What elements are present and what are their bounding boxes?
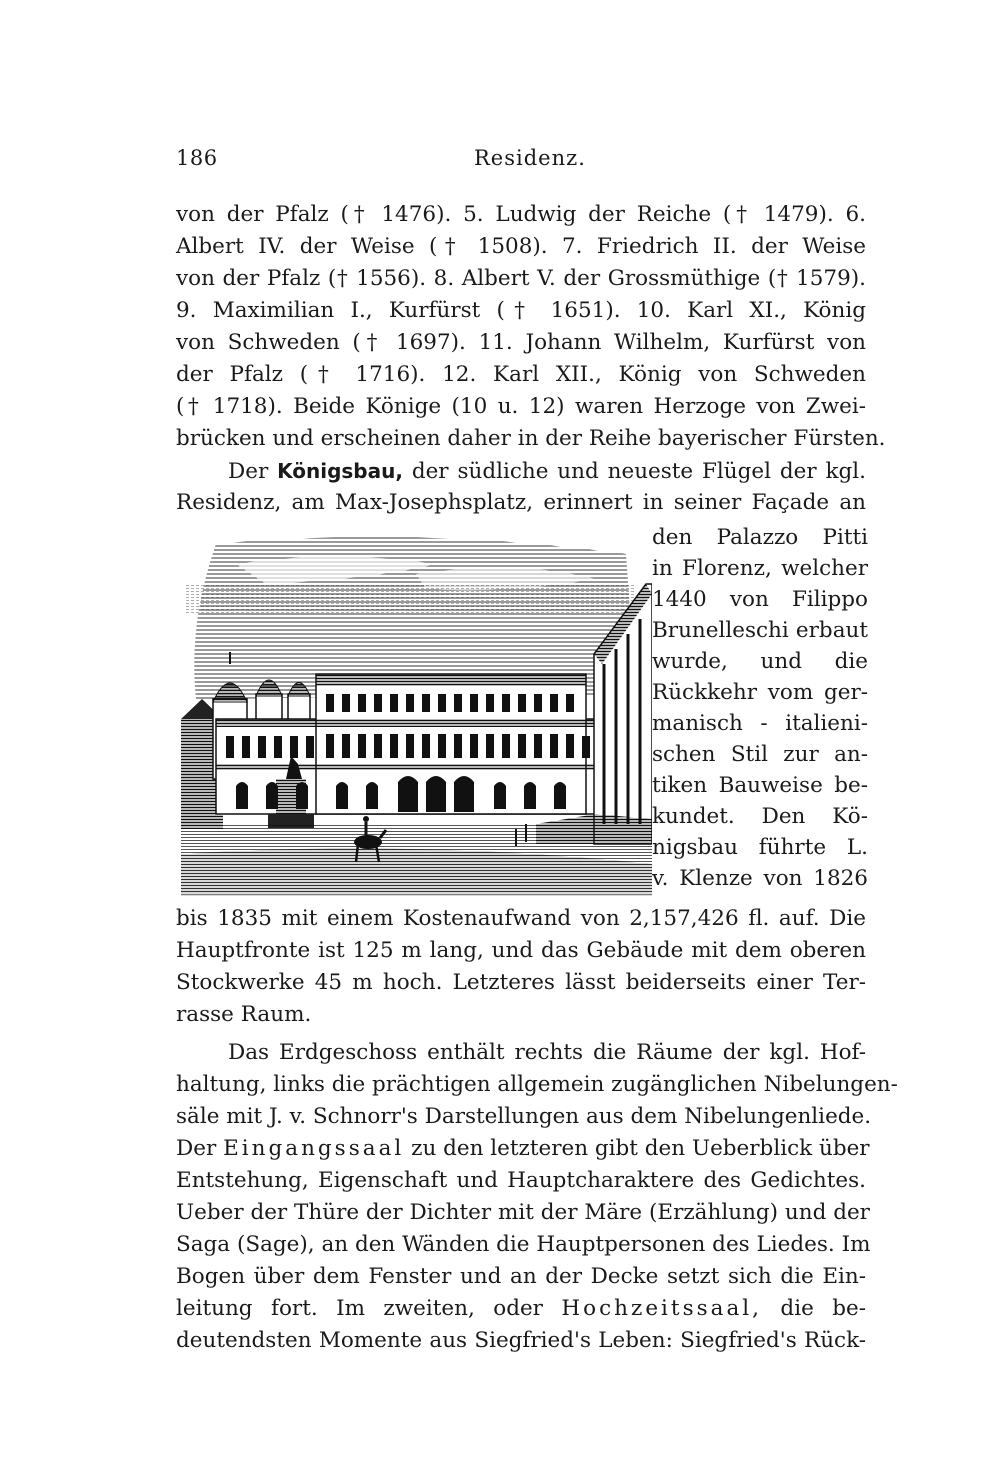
running-title: Residenz. <box>474 146 586 170</box>
text-line: kundet. Den Kö- <box>652 804 868 829</box>
text-line: Hauptfronte ist 125 m lang, und das Gebäude mit dem oberen <box>176 938 866 963</box>
text-line: von der Pfalz († 1556). 8. Albert V. der Grossmüthige († 1579). <box>176 266 866 291</box>
text-line: Das Erdgeschoss enthält rechts die Räume der kgl. Hof- <box>228 1040 866 1065</box>
text-line: Residenz, am Max-Josephsplatz, erinnert in seiner Façade an <box>176 490 866 515</box>
text-line: in Florenz, welcher <box>652 556 868 581</box>
text-line: Albert IV. der Weise († 1508). 7. Friedrich II. der Weise <box>176 234 866 259</box>
text-line: leitung fort. Im zweiten, oder Hochzeitssaal, die be- <box>176 1296 866 1321</box>
text-line: Bogen über dem Fenster und an der Decke setzt sich die Ein- <box>176 1264 866 1289</box>
term-koenigsbau: Königsbau, <box>277 459 403 483</box>
text-line: wurde, und die <box>652 649 868 674</box>
text-line: Ueber der Thüre der Dichter mit der Märe (Erzählung) und der <box>176 1200 870 1225</box>
text-line: der Pfalz († 1716). 12. Karl XII., König von Schweden <box>176 362 866 387</box>
text-line: tiken Bauweise be- <box>652 773 868 798</box>
term-eingangssaal: Eingangssaal <box>223 1136 405 1161</box>
term-hochzeitssaal: Hochzeitssaal, <box>561 1296 762 1321</box>
text-line: von Schweden († 1697). 11. Johann Wilhelm, Kurfürst von <box>176 330 866 355</box>
text-line: säle mit J. v. Schnorr's Darstellungen aus dem Nibelungenliede. <box>176 1104 872 1129</box>
running-header <box>176 146 866 178</box>
text-line: deutendsten Momente aus Siegfried's Leben: Siegfried's Rück- <box>176 1328 866 1353</box>
text-line: Stockwerke 45 m hoch. Letzteres lässt beiderseits einer Ter- <box>176 970 866 995</box>
text-line: 1440 von Filippo <box>652 587 868 612</box>
text-line: Saga (Sage), an den Wänden die Hauptpersonen des Liedes. Im <box>176 1232 871 1257</box>
page-number: 186 <box>176 146 218 170</box>
text-line: Rückkehr vom ger- <box>652 680 868 705</box>
text-line: den Palazzo Pitti <box>652 525 868 550</box>
text-line: Der Königsbau, der südliche und neueste Flügel der kgl. <box>228 459 866 484</box>
text-line: von der Pfalz († 1476). 5. Ludwig der Reiche († 1479). 6. <box>176 202 866 227</box>
text-line: Brunelleschi erbaut <box>652 618 868 643</box>
text-line: Der Eingangssaal zu den letzteren gibt den Ueberblick über <box>176 1136 870 1161</box>
text-line: bis 1835 mit einem Kostenaufwand von 2,157,426 fl. auf. Die <box>176 906 866 931</box>
text-line: nigsbau führte L. <box>652 835 868 860</box>
text-line: haltung, links die prächtigen allgemein zugänglichen Nibelungen- <box>176 1072 898 1097</box>
text-line: v. Klenze von 1826 <box>652 866 868 891</box>
text-line: manisch - italieni- <box>652 711 868 736</box>
text-line: schen Stil zur an- <box>652 742 868 767</box>
koenigsbau-engraving <box>176 524 652 896</box>
text-line: 9. Maximilian I., Kurfürst († 1651). 10. Karl XI., König <box>176 298 866 323</box>
text-line: rasse Raum. <box>176 1002 312 1027</box>
text-line: Entstehung, Eigenschaft und Hauptcharaktere des Gedichtes. <box>176 1168 866 1193</box>
text-line: brücken und erscheinen daher in der Reihe bayerischer Fürsten. <box>176 426 886 451</box>
text-line: († 1718). Beide Könige (10 u. 12) waren Herzoge von Zwei- <box>176 394 866 419</box>
